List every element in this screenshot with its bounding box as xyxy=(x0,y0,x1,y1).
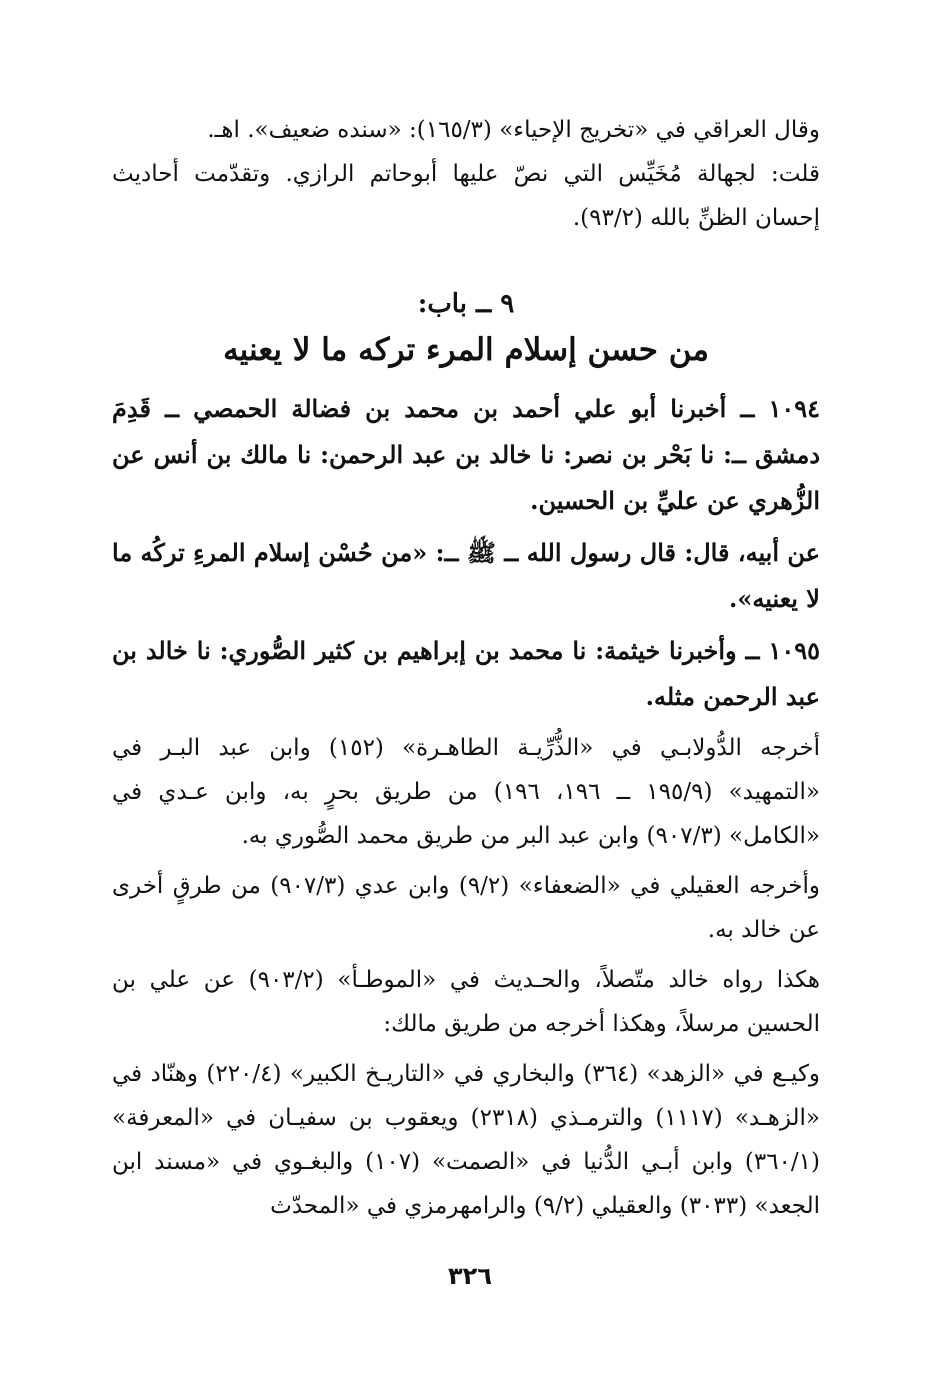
commentary-paragraph-3: هكذا رواه خالد متّصلاً، والحـديث في «الموطـأ» (٩٠٣/٢) عن علي بن الحسين مرسلاً، وهكذا أخرجه من طريق مالك: xyxy=(112,967,821,1037)
page-number: ٣٢٦ xyxy=(448,1262,492,1290)
chapter-title: من حسن إسلام المرء تركه ما لا يعنيه xyxy=(223,332,709,368)
commentary-paragraph-1: أخرجه الدُّولابـي في «الذُّرِّيـة الطاهـرة» (١٥٢) وابن عبد البـر في «التمهيد» (١٩٥/٩ ــ ١٩٦، ١٩٦) من طريق بحرٍ به، وابن عـدي في «الكامل» (٩٠٧/٣) وابن عبد البر من طريق محمد الصُّوري به. xyxy=(112,735,820,849)
hadith-1095: ١٠٩٥ ــ وأخبرنا خيثمة: نا محمد بن إبراهيم بن كثير الصُّوري: نا خالد بن عبد الرحمن مثله. xyxy=(112,636,820,711)
intro-line-2: قلت: لجهالة مُخَيِّس التي نصّ عليها أبوحاتم الرازي. وتقدّمت أحاديث إحسان الظنِّ بالله (٩٣/٢). xyxy=(112,161,820,231)
commentary-paragraph-4: وكيـع في «الزهد» (٣٦٤) والبخاري في «التاريـخ الكبير» (٢٢٠/٤) وهنّاد في «الزهـد» (١١١٧) والترمـذي (٢٣١٨) ويعقوب بن سفيـان في «المعرفة» (٣٦٠/١) وابن أبـي الدُّنيا في «الصمت» (١٠٧) والبغـوي في «مسند ابن الجعد» (٣٠٣٣) والعقيلي (٩/٢) والرامهرمزي في «المحدّث xyxy=(112,1061,821,1219)
intro-line-1: وقال العراقي في «تخريج الإحياء» (١٦٥/٣): «سنده ضعيف». اهـ. xyxy=(207,117,820,143)
chapter-number: ٩ ــ باب: xyxy=(417,289,515,319)
page-body xyxy=(112,108,820,1228)
hadith-1094-text: عن أبيه، قال: قال رسول الله ــ ﷺ ــ: «من حُسْن إسلام المرءِ تركُه ما لا يعنيه». xyxy=(112,538,820,613)
commentary-paragraph-2: وأخرجه العقيلي في «الضعفاء» (٩/٢) وابن عدي (٩٠٧/٣) من طرقٍ أخرى عن خالد به. xyxy=(112,873,820,943)
hadith-1094-chain: ١٠٩٤ ــ أخبرنا أبو علي أحمد بن محمد بن فضالة الحمصي ــ قَدِمَ دمشق ــ: نا بَحْر بن نصر: نا خالد بن عبد الرحمن: نا مالك بن أنس عن الزُّهري عن عليِّ بن الحسين. xyxy=(112,394,820,515)
